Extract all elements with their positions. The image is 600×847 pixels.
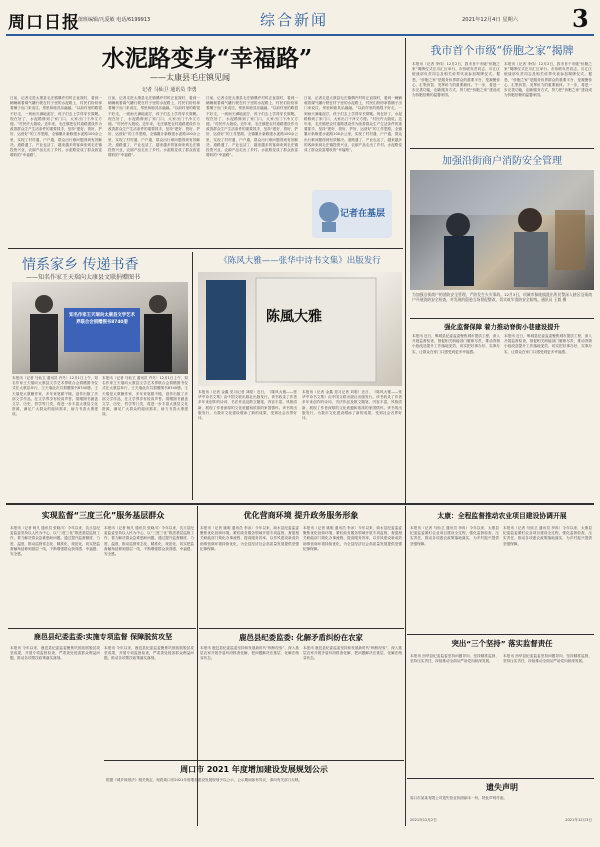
story4-headline: 情系家乡 传递书香	[22, 257, 139, 273]
section-divider	[8, 248, 403, 249]
story11-body: 本报讯 鹿邑县纪委监委坚持和发展新时代“枫桥经验”，深入基层农家开展矛盾纠纷排查化解，把问题解决在基层、化解在萌芽状态。	[200, 646, 299, 661]
masthead-logo: 周口日报	[8, 13, 80, 33]
story7-body: 本报讯（记者 姚明 通讯员 李冰）今年以来，商水县纪委监委聚焦优化营商环境，紧盯政务服务领域开展专项监督，督促相关职能部门简化办事流程、提高服务效率，以作风建设新成效助推营商环境持续优化，为全县经济社会高质量发展提供坚强纪律保障。	[303, 526, 402, 551]
story6-body: 本报讯（记者 杨凡 通讯员 张晓川）今年以来，沈丘县纪委监委坚持以人民为中心，以“三度三化”推进基层监督工作，着力解决群众急难愁盼问题。通过提升监督精度、力度、温度，推动监督常态化、精准化、规范化，切实把监督触角延伸到基层一线，不断增强群众获得感、幸福感、安全感。	[104, 526, 194, 557]
section-divider	[407, 778, 594, 779]
story2-body: 本报讯（记者 李伟）12月2日，我市首个市级“侨胞之家”揭牌仪式在川汇区举行。市侨联负责同志、川汇区统战部负责同志及相关侨界代表参加揭牌仪式。据悉，“侨胞之家”是服务侨界群众的重要平台，是凝聚侨心、汇集侨智、发挥侨力的重要载体。下一步，将进一步完善功能，创新服务方式，努力把“侨胞之家”建设成为侨胞信赖的温馨家园。	[504, 62, 592, 98]
story1-body: 日前，记者走进太康县毛庄镇偶许村时正直饭时，看到一辆辆载着煤气罐行驶在村子里的水泥路上，村民们纷纷拿着桶子出门来说往，邻里和睦其乐融融。“以前村里的路很不好走，一到雨天满地泥泞，孩子们去上学得穿长筒靴。现在好了，水泥路修到了家门口，大家出门干净又方便。”村民许大娘说。近年来，毛庄镇把农村道路建设作为改善群众生产生活条件的重要抓手，坚持“建好、管好、护好、运营好”的工作思路，全镇累计新修建水泥路100余公里，实现了村村通、户户通，群众出行难问题得到有效解决。道路通了，产业也活了，越来越多的客商来到毛庄镇投资兴业，农副产品走出了乡村。水泥路变成了群众致富增收的“幸福路”。	[206, 96, 298, 158]
notice-footer-left: 2021年12月2日	[410, 818, 437, 822]
notice-footer-right: 2021年12月3日	[565, 818, 592, 822]
story6-body: 本报讯（记者 杨凡 通讯员 张晓川）今年以来，沈丘县纪委监委坚持以人民为中心，以“三度三化”推进基层监督工作，着力解决群众急难愁盼问题。通过提升监督精度、力度、温度，推动监督常态化、精准化、规范化，切实把监督触角延伸到基层一线，不断增强群众获得感、幸福感、安全感。	[10, 526, 100, 557]
book-donation-photo	[12, 282, 188, 374]
book-cover-title: 陈風大雅	[266, 309, 322, 325]
masthead	[6, 6, 594, 36]
story9-body: 本报讯（记者 马仙卫 通讯员 李冉）今年以来，太康县纪委监委紧盯农业项目建设全过程，强化监督检查，压实责任，推动各项惠农政策落地落实，为乡村振兴提供坚强保障。	[503, 526, 592, 546]
story3-caption: 为加强沿街商户的消防安全管理，严防发生火灾事故。12月3日，项城市秣陵镇派出所民警深入辖区沿街商户开展消防安全检查，对发现的隐患当场督促整改，切实筑牢消防安全防线。通讯员 王毅 摄	[412, 292, 592, 303]
book-donation-photo-image	[12, 282, 188, 374]
story2-headline: 我市首个市级“侨胞之家”揭牌	[430, 44, 574, 57]
story4-subheadline: ——知名作家王天瑞向太康县文联捐赠图书	[26, 274, 141, 281]
story1-body: 日前，记者走进太康县毛庄镇偶许村时正直饭时，看到一辆辆载着煤气罐行驶在村子里的水泥路上，村民们纷纷拿着桶子出门来说往，邻里和睦其乐融融。“以前村里的路很不好走，一到雨天满地泥泞，孩子们去上学得穿长筒靴。现在好了，水泥路修到了家门口，大家出门干净又方便。”村民许大娘说。近年来，毛庄镇把农村道路建设作为改善群众生产生活条件的重要抓手，坚持“建好、管好、护好、运营好”的工作思路，全镇累计新修建水泥路100余公里，实现了村村通、户户通，群众出行难问题得到有效解决。道路通了，产业也活了，越来越多的客商来到毛庄镇投资兴业，农副产品走出了乡村。水泥路变成了群众致富增收的“幸福路”。	[10, 96, 102, 158]
story1-subtitle: ——太康县毛庄镇见闻	[150, 73, 230, 82]
section-divider	[410, 148, 594, 149]
story4-body: 本报讯（记者 马仙卫 通讯员 许冬）12月1日上午，知名作家王天瑞向太康县文学艺术界联合会捐赠图书仪式在太康县举行，王天瑞此次共捐赠图书8740册。王天瑞是太康籍作家，多年来笔耕不辍，创作出版了多部文学作品，在文学界享有较高声誉。捐赠图书涵盖文学、历史、哲学等门类，将进一步丰富太康县文化资源，满足广大群众的阅读需求，助力书香太康建设。	[12, 376, 98, 417]
story4-body: 本报讯（记者 马仙卫 通讯员 许冬）12月1日上午，知名作家王天瑞向太康县文学艺术界联合会捐赠图书仪式在太康县举行，王天瑞此次共捐赠图书8740册。王天瑞是太康籍作家，多年来笔耕不辍，创作出版了多部文学作品，在文学界享有较高声誉。捐赠图书涵盖文学、历史、哲学等门类，将进一步丰富太康县文化资源，满足广大群众的阅读需求，助力书香太康建设。	[102, 376, 188, 417]
masthead-date: 2021年12月4日 星期六	[462, 17, 518, 23]
book-cover-image	[198, 272, 402, 386]
story2-body: 本报讯（记者 李伟）12月2日，我市首个市级“侨胞之家”揭牌仪式在川汇区举行。市侨联负责同志、川汇区统战部负责同志及相关侨界代表参加揭牌仪式。据悉，“侨胞之家”是服务侨界群众的重要平台，是凝聚侨心、汇集侨智、发挥侨力的重要载体。下一步，将进一步完善功能，创新服务方式，努力把“侨胞之家”建设成为侨胞信赖的温馨家园。	[412, 62, 500, 98]
column-divider	[405, 506, 406, 826]
story7-body: 本报讯（记者 姚明 通讯员 李冰）今年以来，商水县纪委监委聚焦优化营商环境，紧盯政务服务领域开展专项监督，督促相关职能部门简化办事流程、提高服务效率，以作风建设新成效助推营商环境持续优化，为全县经济社会高质量发展提供坚强纪律保障。	[200, 526, 299, 551]
story10-body: 本报讯 今年以来，鹿邑县纪委监委聚焦巩固拓展脱贫攻坚成果，开展专项监督检查，严肃查处侵害群众利益问题，推动各项帮扶政策落实落细。	[104, 646, 194, 661]
donation-banner-text: 知名作家王天瑞向太康县文学艺术界联合会捐赠图书8740册	[69, 313, 135, 325]
section-divider	[104, 760, 404, 761]
story6-headline: 实现监督“三度三化”服务基层群众	[41, 511, 165, 520]
masthead-page-number: 3	[572, 4, 589, 33]
story9-body: 本报讯（记者 马仙卫 通讯员 李冉）今年以来，太康县纪委监委紧盯农业项目建设全过程，强化监督检查，压实责任，推动各项惠农政策落地落实，为乡村振兴提供坚强保障。	[410, 526, 499, 546]
story7-headline: 优化营商环境 提升政务服务形象	[243, 511, 359, 520]
story5-body: 本报讯（记者 金鑫 见习记者 刘聪）近日，《陈风大雅——张华中诗书文集》由中国文联出版社出版发行。该书收录了作者多年来创作的诗词、书法作品及散文随笔，内容丰富，风格清新，展现了作者深厚的文化底蕴和浓浓的家国情怀。该书的出版发行，为我市文化建设增添了新的成果，受到社会各界好评。	[302, 390, 402, 421]
notice-headline: 遗失声明	[486, 783, 518, 792]
story11-body: 本报讯 鹿邑县纪委监委坚持和发展新时代“枫桥经验”，深入基层农家开展矛盾纠纷排查化解，把问题解决在基层、化解在萌芽状态。	[303, 646, 402, 661]
section-divider	[410, 318, 594, 319]
story1-byline: 记者 马仙卫 通讯员 李勇	[142, 87, 197, 93]
story8-body: 本报讯 近日，郸城县纪委监委聚焦城市提质工程，深入开展监督检查，督促相关职能部门履职尽责，推动背街小巷改造提升工作落地见效，切实把好事办好、实事办实，让群众在家门口感受到更多幸福感。	[412, 334, 500, 354]
story1-body: 日前，记者走进太康县毛庄镇偶许村时正直饭时，看到一辆辆载着煤气罐行驶在村子里的水泥路上，村民们纷纷拿着桶子出门来说往，邻里和睦其乐融融。“以前村里的路很不好走，一到雨天满地泥泞，孩子们去上学得穿长筒靴。现在好了，水泥路修到了家门口，大家出门干净又方便。”村民许大娘说。近年来，毛庄镇把农村道路建设作为改善群众生产生活条件的重要抓手，坚持“建好、管好、护好、运营好”的工作思路，全镇累计新修建水泥路100余公里，实现了村村通、户户通，群众出行难问题得到有效解决。道路通了，产业也活了，越来越多的客商来到毛庄镇投资兴业，农副产品走出了乡村。水泥路变成了群众致富增收的“幸福路”。	[304, 96, 402, 153]
story11-headline: 鹿邑县纪委监委: 化解矛盾纠纷在农家	[239, 633, 363, 642]
masthead-editor-line: 值班编辑/凡爱敏 电话/6199913	[78, 17, 151, 23]
story12-headline: 突出“三个坚持” 落实监督责任	[451, 639, 553, 648]
story8-body: 本报讯 近日，郸城县纪委监委聚焦城市提质工程，深入开展监督检查，督促相关职能部门履职尽责，推动背街小巷改造提升工作落地见效，切实把好事办好、实事办实，让群众在家门口感受到更多幸福感。	[504, 334, 592, 354]
story12-body: 本报讯 西华县纪委监委坚持问题导向、坚持精准监督、坚持压实责任，持续推动全面从严治党向纵深发展。	[410, 654, 499, 664]
story10-body: 本报讯 今年以来，鹿邑县纪委监委聚焦巩固拓展脱贫攻坚成果，开展专项监督检查，严肃查处侵害群众利益问题，推动各项帮扶政策落实落细。	[10, 646, 100, 661]
book-cover-photo	[198, 272, 402, 386]
column-divider	[192, 252, 193, 500]
story13-body: 根据《城乡规划法》相关规定，现将周口市2021年度增加建设发展规划予以公示，公示期间如有异议，请向有关部门反映。	[106, 778, 303, 782]
story9-headline: 太康：全程监督推动农业项目建设协调开展	[437, 512, 567, 520]
story1-headline: 水泥路变身“幸福路”	[101, 45, 313, 72]
fire-safety-photo	[410, 170, 594, 290]
masthead-page-name: 综合新闻	[260, 11, 329, 29]
page-divider	[6, 503, 594, 505]
section-divider	[199, 628, 404, 629]
story13-headline: 周口市 2021 年度增加建设发展规划公示	[180, 765, 328, 774]
masthead-divider	[6, 34, 594, 36]
reporter-sticker-text: 记者在基层	[340, 209, 386, 219]
notice-body: 周口市某某有限公司遗失营业执照副本一份，特此声明作废。	[410, 796, 508, 800]
section-divider	[407, 634, 594, 635]
story5-headline: 《陈风大雅——张华中诗书文集》出版发行	[219, 256, 381, 266]
section-divider	[8, 628, 196, 629]
story5-body: 本报讯（记者 金鑫 见习记者 刘聪）近日，《陈风大雅——张华中诗书文集》由中国文联出版社出版发行。该书收录了作者多年来创作的诗词、书法作品及散文随笔，内容丰富，风格清新，展现了作者深厚的文化底蕴和浓浓的家国情怀。该书的出版发行，为我市文化建设增添了新的成果，受到社会各界好评。	[198, 390, 297, 421]
story3-headline: 加强沿街商户消防安全管理	[442, 156, 562, 167]
reporter-at-grassroots-sticker	[312, 190, 392, 238]
story1-body: 日前，记者走进太康县毛庄镇偶许村时正直饭时，看到一辆辆载着煤气罐行驶在村子里的水泥路上，村民们纷纷拿着桶子出门来说往，邻里和睦其乐融融。“以前村里的路很不好走，一到雨天满地泥泞，孩子们去上学得穿长筒靴。现在好了，水泥路修到了家门口，大家出门干净又方便。”村民许大娘说。近年来，毛庄镇把农村道路建设作为改善群众生产生活条件的重要抓手，坚持“建好、管好、护好、运营好”的工作思路，全镇累计新修建水泥路100余公里，实现了村村通、户户通，群众出行难问题得到有效解决。道路通了，产业也活了，越来越多的客商来到毛庄镇投资兴业，农副产品走出了乡村。水泥路变成了群众致富增收的“幸福路”。	[108, 96, 200, 158]
story8-headline: 强化监督保障 着力推动脊街小巷建设提升	[444, 324, 560, 331]
story10-headline: 鹿邑县纪委监委:实施专项监督 保障脱贫攻坚	[33, 633, 173, 641]
column-divider	[405, 38, 406, 503]
story12-body: 本报讯 西华县纪委监委坚持问题导向、坚持精准监督、坚持压实责任，持续推动全面从严治党向纵深发展。	[503, 654, 592, 664]
fire-safety-photo-image	[410, 170, 594, 290]
